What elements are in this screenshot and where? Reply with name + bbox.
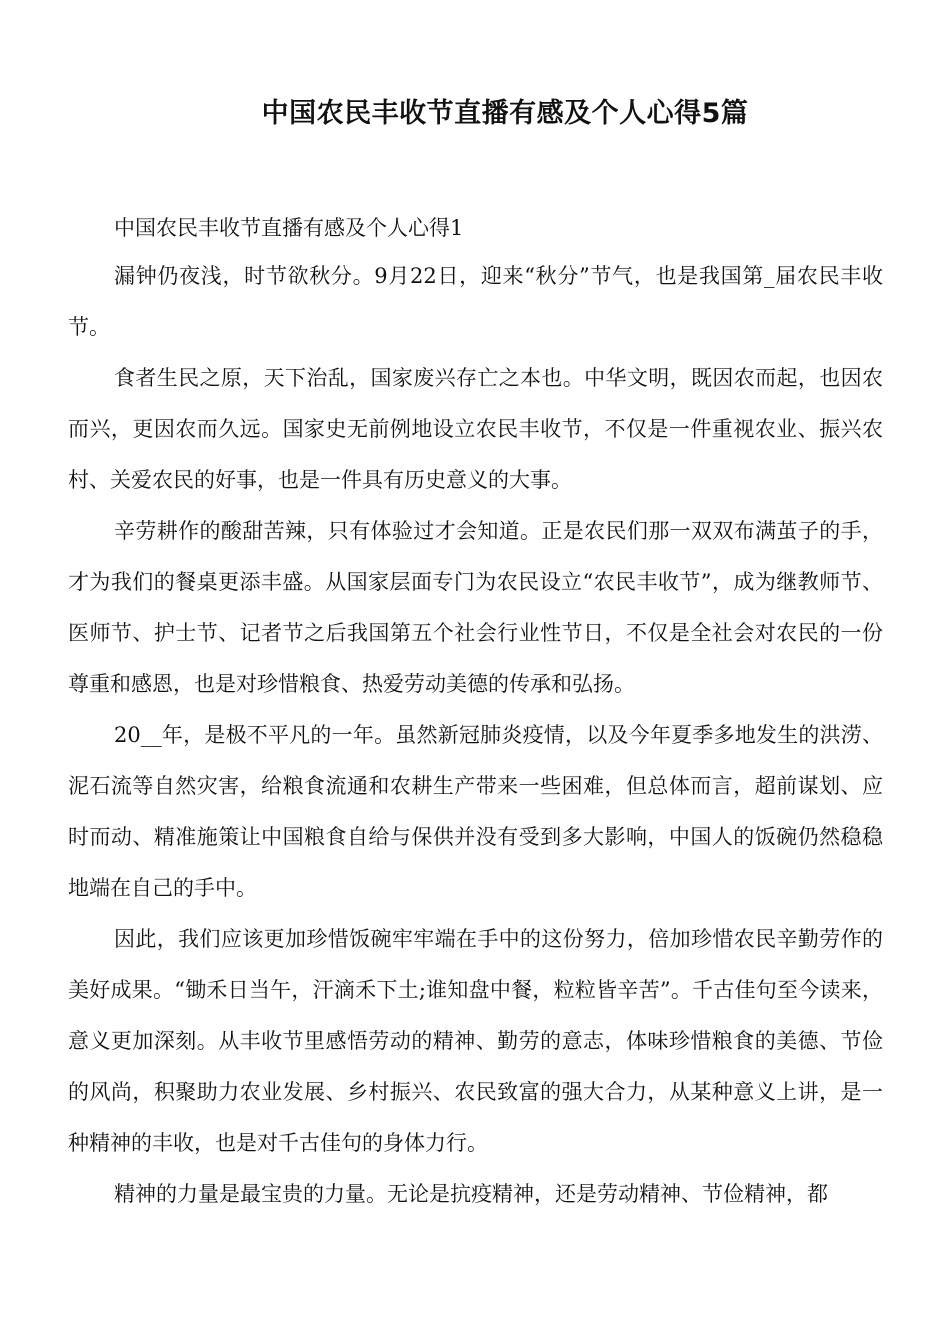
- paragraph: 漏钟仍夜浅，时节欲秋分。9月22日，迎来“秋分”节气，也是我国第_届农民丰收节。: [68, 264, 883, 339]
- paragraph: 食者生民之原，天下治乱，国家废兴存亡之本也。中华文明，既因农而起，也因农而兴，更因农而久远。国家史无前例地设立农民丰收节，不仅是一件重视农业、振兴农村、关爱农民的好事，也是一件具有历史意义的大事。: [68, 366, 883, 492]
- paragraph: 精神的力量是最宝贵的力量。无论是抗疫精神，还是劳动精神、节俭精神，都: [114, 1182, 828, 1206]
- document-title: 中国农民丰收节直播有感及个人心得5篇: [261, 98, 749, 129]
- section-heading: 中国农民丰收节直播有感及个人心得1: [114, 216, 464, 240]
- paragraph: 20__年，是极不平凡的一年。虽然新冠肺炎疫情，以及今年夏季多地发生的洪涝、泥石流等自然灾害，给粮食流通和农耕生产带来一些困难，但总体而言，超前谋划、应时而动、精准施策让中国粮食自给与保供并没有受到多大影响，中国人的饭碗仍然稳稳地端在自己的手中。: [68, 723, 883, 900]
- paragraph: 辛劳耕作的酸甜苦辣，只有体验过才会知道。正是农民们那一双双布满茧子的手，才为我们的餐桌更添丰盛。从国家层面专门为农民设立“农民丰收节”，成为继教师节、医师节、护士节、记者节之后我国第五个社会行业性节日，不仅是全社会对农民的一份尊重和感恩，也是对珍惜粮食、热爱劳动美德的传承和弘扬。: [68, 519, 883, 696]
- paragraph: 因此，我们应该更加珍惜饭碗牢牢端在手中的这份努力，倍加珍惜农民辛勤劳作的美好成果。“锄禾日当午，汗滴禾下土;谁知盘中餐，粒粒皆辛苦”。千古佳句至今读来，意义更加深刻。从丰收节里感悟劳动的精神、勤劳的意志，体味珍惜粮食的美德、节俭的风尚，积聚助力农业发展、乡村振兴、农民致富的强大合力，从某种意义上讲，是一种精神的丰收，也是对千古佳句的身体力行。: [68, 927, 883, 1155]
